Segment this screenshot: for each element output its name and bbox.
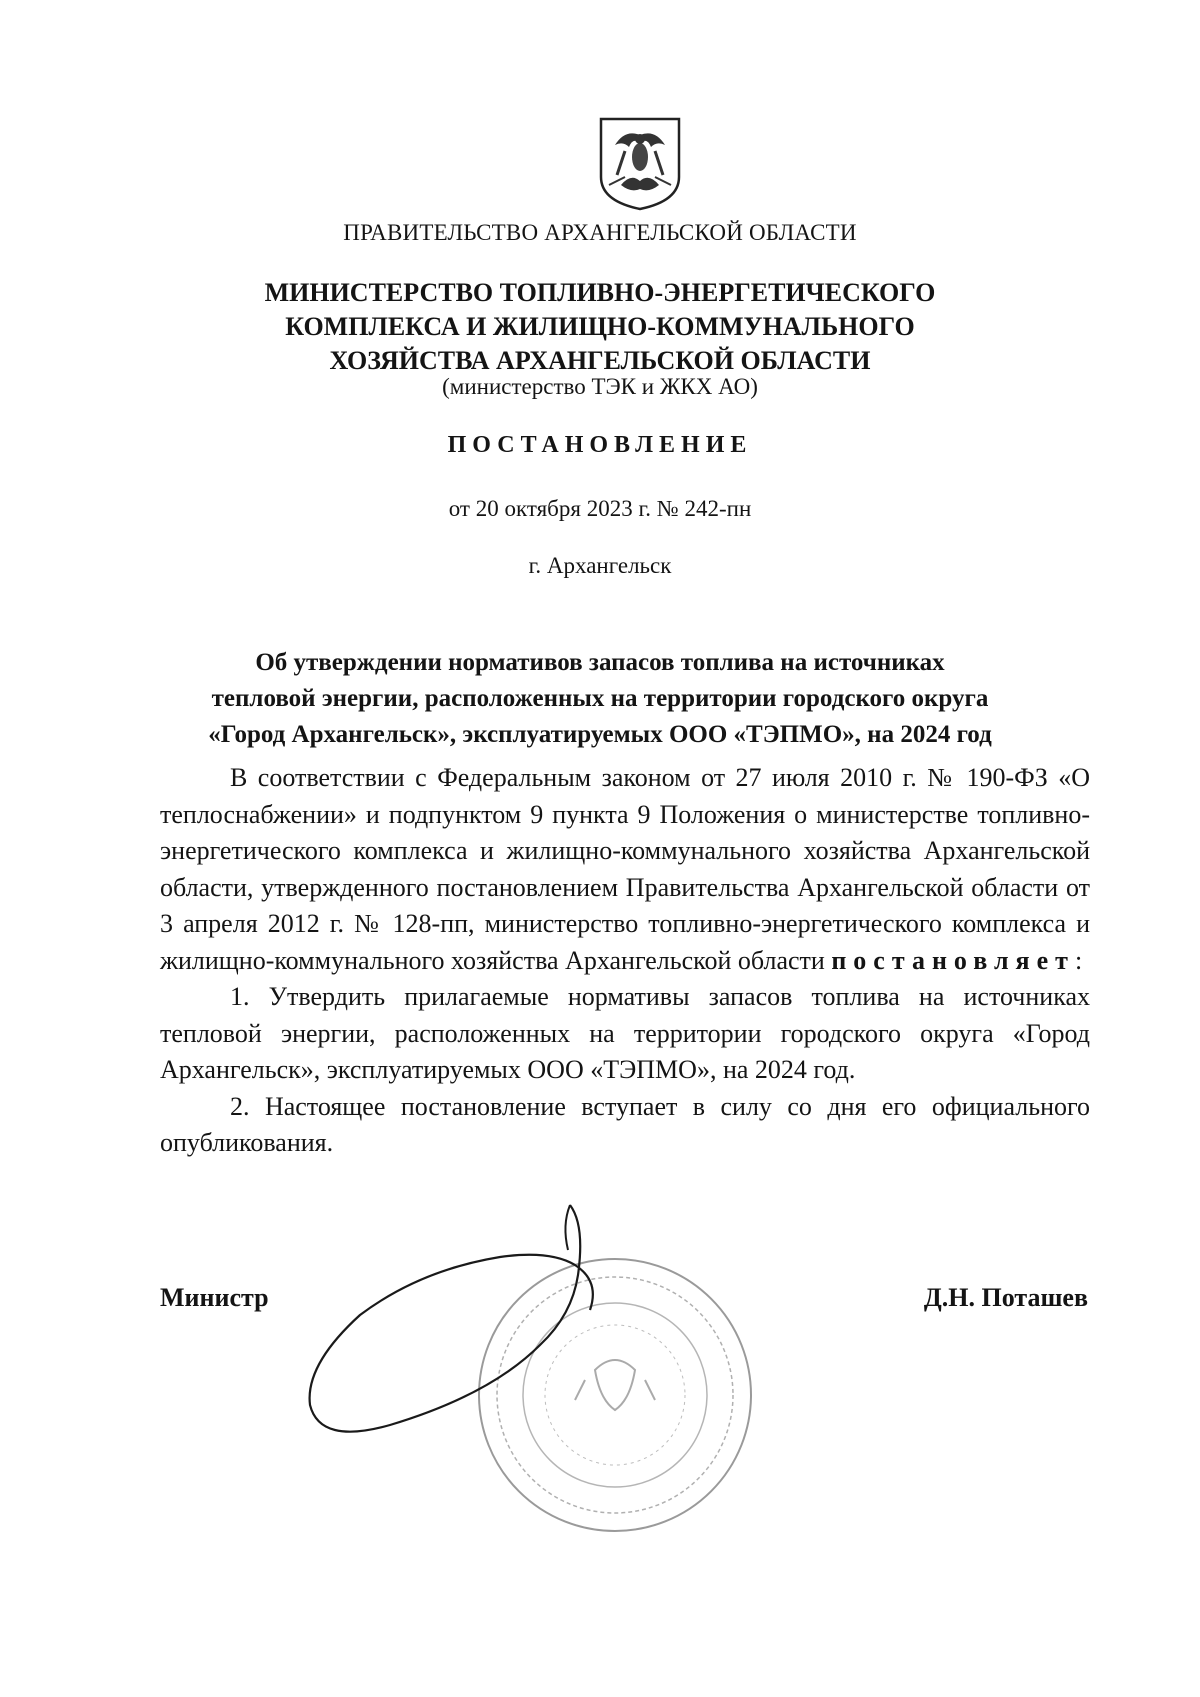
decree-colon: : [1074, 945, 1083, 975]
document-city: г. Архангельск [528, 553, 672, 578]
document-date-number: от 20 октября 2023 г. № 242-пн [448, 496, 752, 521]
preamble-text: В соответствии с Федеральным законом от 27 июля 2010 г. № 190-ФЗ «О теплоснабжении» и подпунктом 9 пункта 9 Положения о министерстве топливно-энергетического комплекса и жилищно-коммунального хозяйства Архангельской области, утвержденного постановлением Правительства Архангельской области от 3 апреля 2012 г. № 128-пп, министерство топливно-энергетического комплекса и жилищно-коммунального хозяйства Архангельской области [160, 763, 1090, 975]
document-title [0, 645, 1200, 753]
item-1-paragraph: 1. Утвердить прилагаемые нормативы запасов топлива на источниках тепловой энергии, расположенных на территории городского округа «Город Архангельск», эксплуатируемых ООО «ТЭПМО», на 2024 год. [160, 982, 1090, 1084]
title-line: тепловой энергии, расположенных на территории городского округа [211, 685, 989, 712]
handwritten-signature [300, 1195, 770, 1445]
title-line: Об утверждении нормативов запасов топлива на источниках [255, 649, 945, 676]
item-2-paragraph: 2. Настоящее постановление вступает в силу со дня его официального опубликования. [160, 1091, 1090, 1157]
coat-of-arms-emblem [595, 115, 685, 211]
signatory-position: Министр [160, 1283, 269, 1312]
document-body [160, 760, 1090, 1162]
decree-word: постановляет [831, 945, 1075, 975]
ministry-name-line: МИНИСТЕРСТВО ТОПЛИВНО-ЭНЕРГЕТИЧЕСКОГО [264, 278, 936, 307]
ministry-abbreviation: (министерство ТЭК и ЖКХ АО) [442, 374, 758, 399]
government-name: ПРАВИТЕЛЬСТВО АРХАНГЕЛЬСКОЙ ОБЛАСТИ [343, 220, 857, 245]
preamble-paragraph [160, 760, 1090, 979]
ministry-name-line: КОМПЛЕКСА И ЖИЛИЩНО-КОММУНАЛЬНОГО [285, 312, 915, 341]
ministry-name-line: ХОЗЯЙСТВА АРХАНГЕЛЬСКОЙ ОБЛАСТИ [329, 346, 871, 375]
signatory-name: Д.Н. Поташев [923, 1283, 1088, 1312]
title-line: «Город Архангельск», эксплуатируемых ООО «ТЭПМО», на 2024 год [208, 721, 992, 748]
document-type: ПОСТАНОВЛЕНИЕ [447, 432, 753, 458]
ministry-name [0, 276, 1200, 378]
